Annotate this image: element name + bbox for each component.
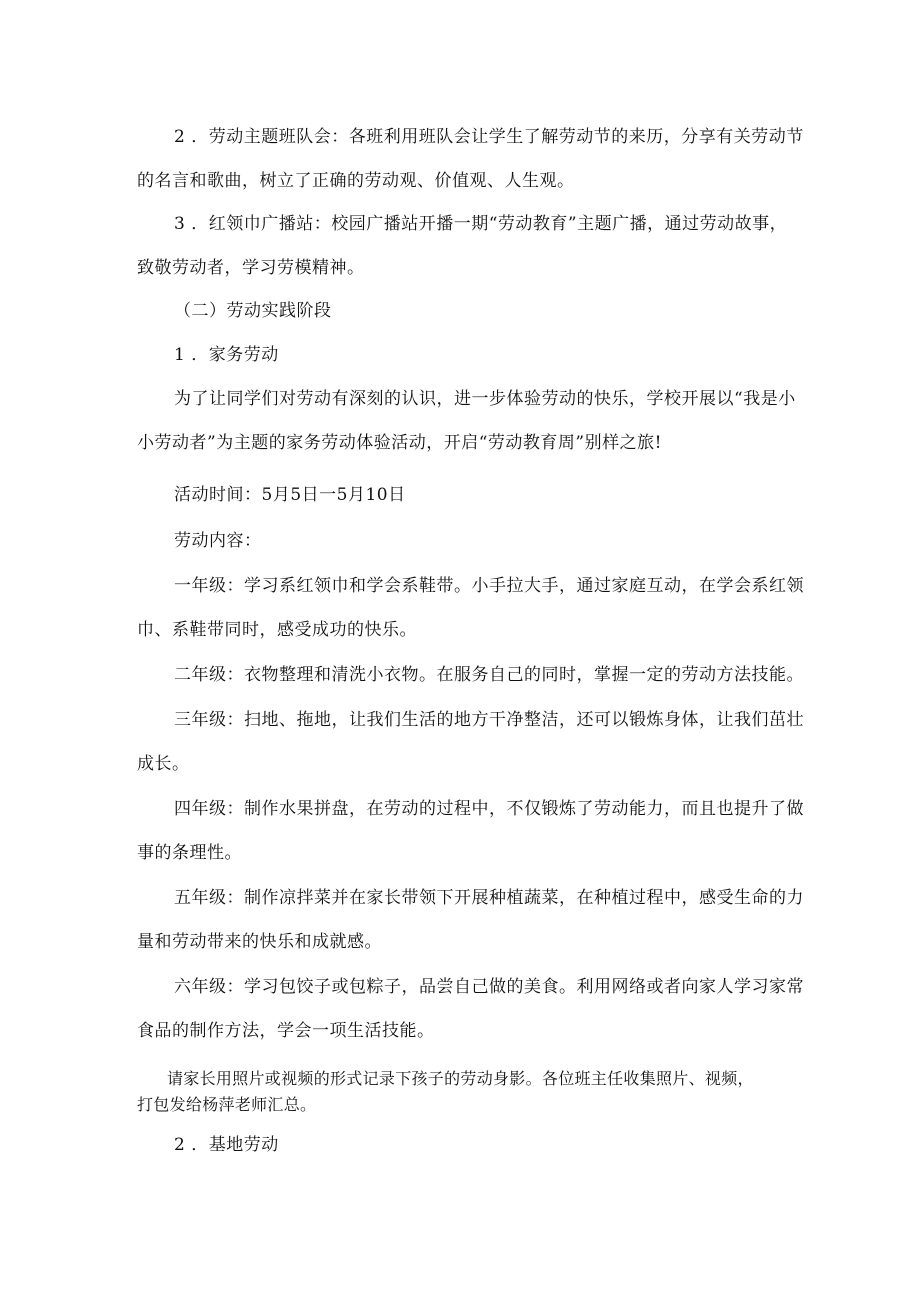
activity-time: 活动时间：5月5日一5月10日 xyxy=(174,485,406,505)
paragraph-line: 3 ．红领巾广播站：校园广播站开播一期“劳动教育”主题广播，通过劳动故事， xyxy=(174,214,788,234)
paragraph-line: 的名言和歌曲，树立了正确的劳动观、价值观、人生观。 xyxy=(137,171,575,191)
paragraph-line: 致敬劳动者，学习劳模精神。 xyxy=(137,258,365,278)
grade-one-text: 巾、系鞋带同时，感受成功的快乐。 xyxy=(137,620,417,640)
paragraph-line: 小劳动者”为主题的家务劳动体验活动，开启“劳动教育周”别样之旅! xyxy=(137,433,662,453)
grade-two-text: 二年级：衣物整理和清洗小衣物。在服务自己的同时，掌握一定的劳动方法技能。 xyxy=(174,665,804,685)
paragraph-line: 请家长用照片或视频的形式记录下孩子的劳动身影。各位班主任收集照片、视频， xyxy=(167,1069,754,1088)
grade-six-text: 食品的制作方法，学会一项生活技能。 xyxy=(137,1021,435,1041)
grade-one-text: 一年级：学习系红领巾和学会系鞋带。小手拉大手，通过家庭互动，在学会系红领 xyxy=(174,576,804,596)
subsection-heading: 1 ．家务劳动 xyxy=(174,345,279,365)
section-heading: （二）劳动实践阶段 xyxy=(174,301,332,321)
grade-five-text: 五年级：制作凉拌菜并在家长带领下开展种植蔬菜，在种植过程中，感受生命的力 xyxy=(174,888,804,908)
grade-four-text: 事的条理性。 xyxy=(137,843,242,863)
grade-five-text: 量和劳动带来的快乐和成就感。 xyxy=(137,932,382,952)
grade-three-text: 三年级：扫地、拖地，让我们生活的地方干净整洁，还可以锻炼身体，让我们茁壮 xyxy=(174,710,804,730)
grade-six-text: 六年级：学习包饺子或包粽子，品尝自己做的美食。利用网络或者向家人学习家常 xyxy=(174,977,804,997)
grade-three-text: 成长。 xyxy=(137,754,190,774)
paragraph-line: 2 ．劳动主题班队会：各班利用班队会让学生了解劳动节的来历，分享有关劳动节 xyxy=(174,127,804,147)
grade-four-text: 四年级：制作水果拼盘，在劳动的过程中，不仅锻炼了劳动能力，而且也提升了做 xyxy=(174,799,804,819)
labor-content-label: 劳动内容： xyxy=(174,531,262,551)
paragraph-line: 打包发给杨萍老师汇总。 xyxy=(137,1095,317,1114)
subsection-heading: 2 ．基地劳动 xyxy=(174,1135,279,1155)
paragraph-line: 为了让同学们对劳动有深刻的认识，进一步体验劳动的快乐，学校开展以“我是小 xyxy=(174,389,796,409)
